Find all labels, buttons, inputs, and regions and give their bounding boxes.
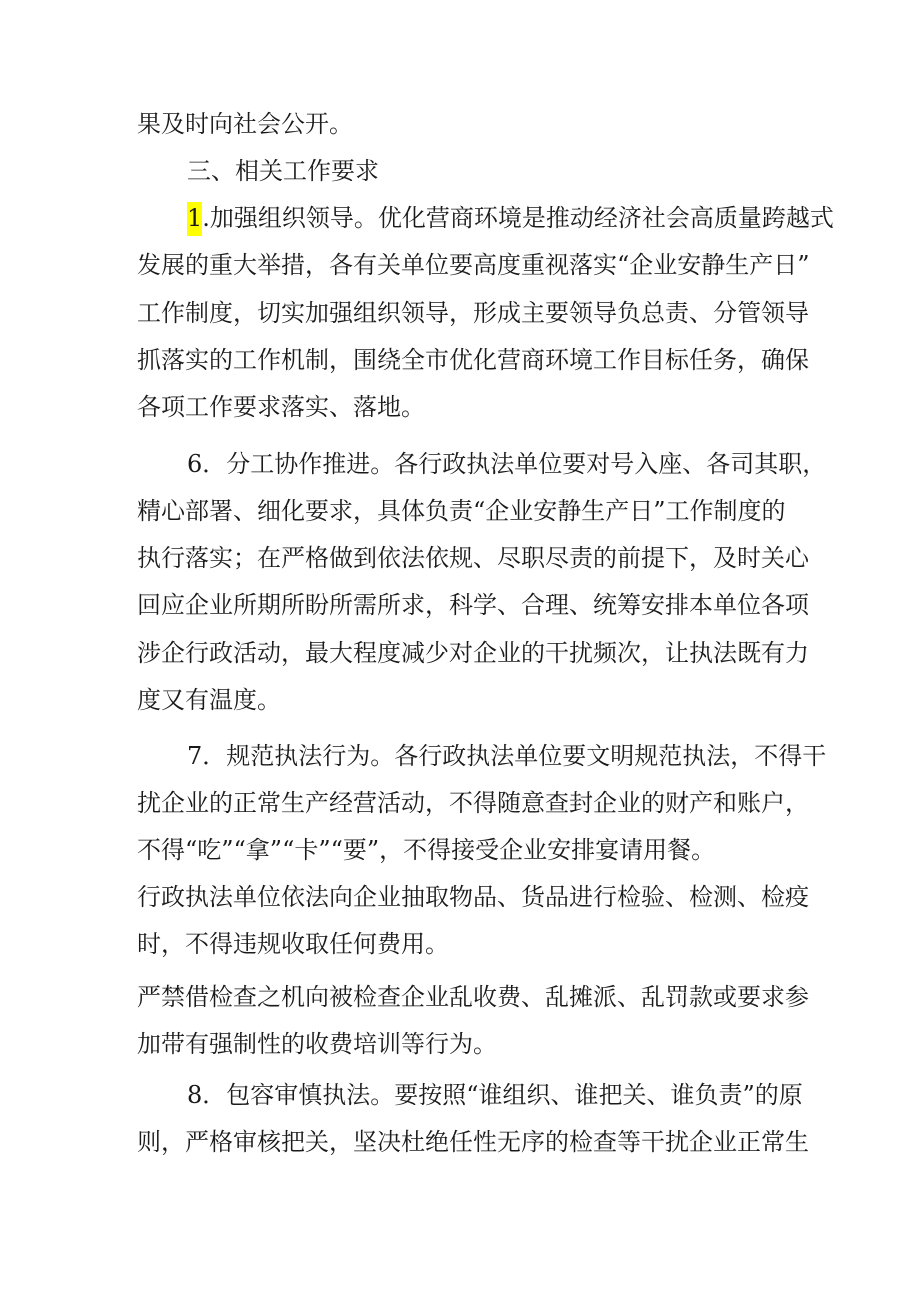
text-line-11: 回应企业所期所盼所需所求，科学、合理、统筹安排本单位各项: [137, 591, 809, 619]
item-6-heading-line: 6．分工协作推进。各行政执法单位要对号入座、各司其职，: [187, 450, 827, 478]
text-line-10: 执行落实；在严格做到依法依规、尽职尽责的前提下，及时关心: [137, 544, 809, 572]
text-line-20: 加带有强制性的收费培训等行为。: [137, 1030, 497, 1058]
text-line-5: 工作制度，切实加强组织领导，形成主要领导负总责、分管领导: [137, 299, 809, 327]
text-line-16: 不得“吃”“拿”“卡”“要”，不得接受企业安排宴请用餐。: [137, 836, 716, 864]
text-line-15: 扰企业的正常生产经营活动，不得随意查封企业的财产和账户，: [137, 789, 809, 817]
text-line-6: 抓落实的工作机制，围绕全市优化营商环境工作目标任务，确保: [137, 346, 809, 374]
text-line-17: 行政执法单位依法向企业抽取物品、货品进行检验、检测、检疫: [137, 883, 809, 911]
item-7-heading-line: 7．规范执法行为。各行政执法单位要文明规范执法，不得干: [187, 742, 827, 770]
item-1-heading-line: [187, 202, 834, 236]
highlighted-item-number: 1: [187, 202, 202, 236]
text-line-13: 度又有温度。: [137, 686, 281, 714]
text-line-7: 各项工作要求落实、落地。: [137, 393, 425, 421]
item-1-text: .加强组织领导。优化营商环境是推动经济社会高质量跨越式: [202, 204, 834, 232]
section-heading: 三、相关工作要求: [187, 157, 379, 185]
text-line-12: 涉企行政活动，最大程度减少对企业的干扰频次，让执法既有力: [137, 639, 809, 667]
text-line-18: 时，不得违规收取任何费用。: [137, 930, 449, 958]
text-line-19: 严禁借检查之机向被检查企业乱收费、乱摊派、乱罚款或要求参: [137, 983, 809, 1011]
text-line-4: 发展的重大举措，各有关单位要高度重视落实“企业安静生产日”: [137, 251, 810, 279]
text-line-9: 精心部署、细化要求，具体负责“企业安静生产日”工作制度的: [137, 497, 786, 525]
item-8-heading-line: 8．包容审慎执法。要按照“谁组织、谁把关、谁负责”的原: [187, 1081, 803, 1109]
text-line-1: 果及时向社会公开。: [137, 110, 353, 138]
text-line-22: 则，严格审核把关，坚决杜绝任性无序的检查等干扰企业正常生: [137, 1128, 809, 1156]
